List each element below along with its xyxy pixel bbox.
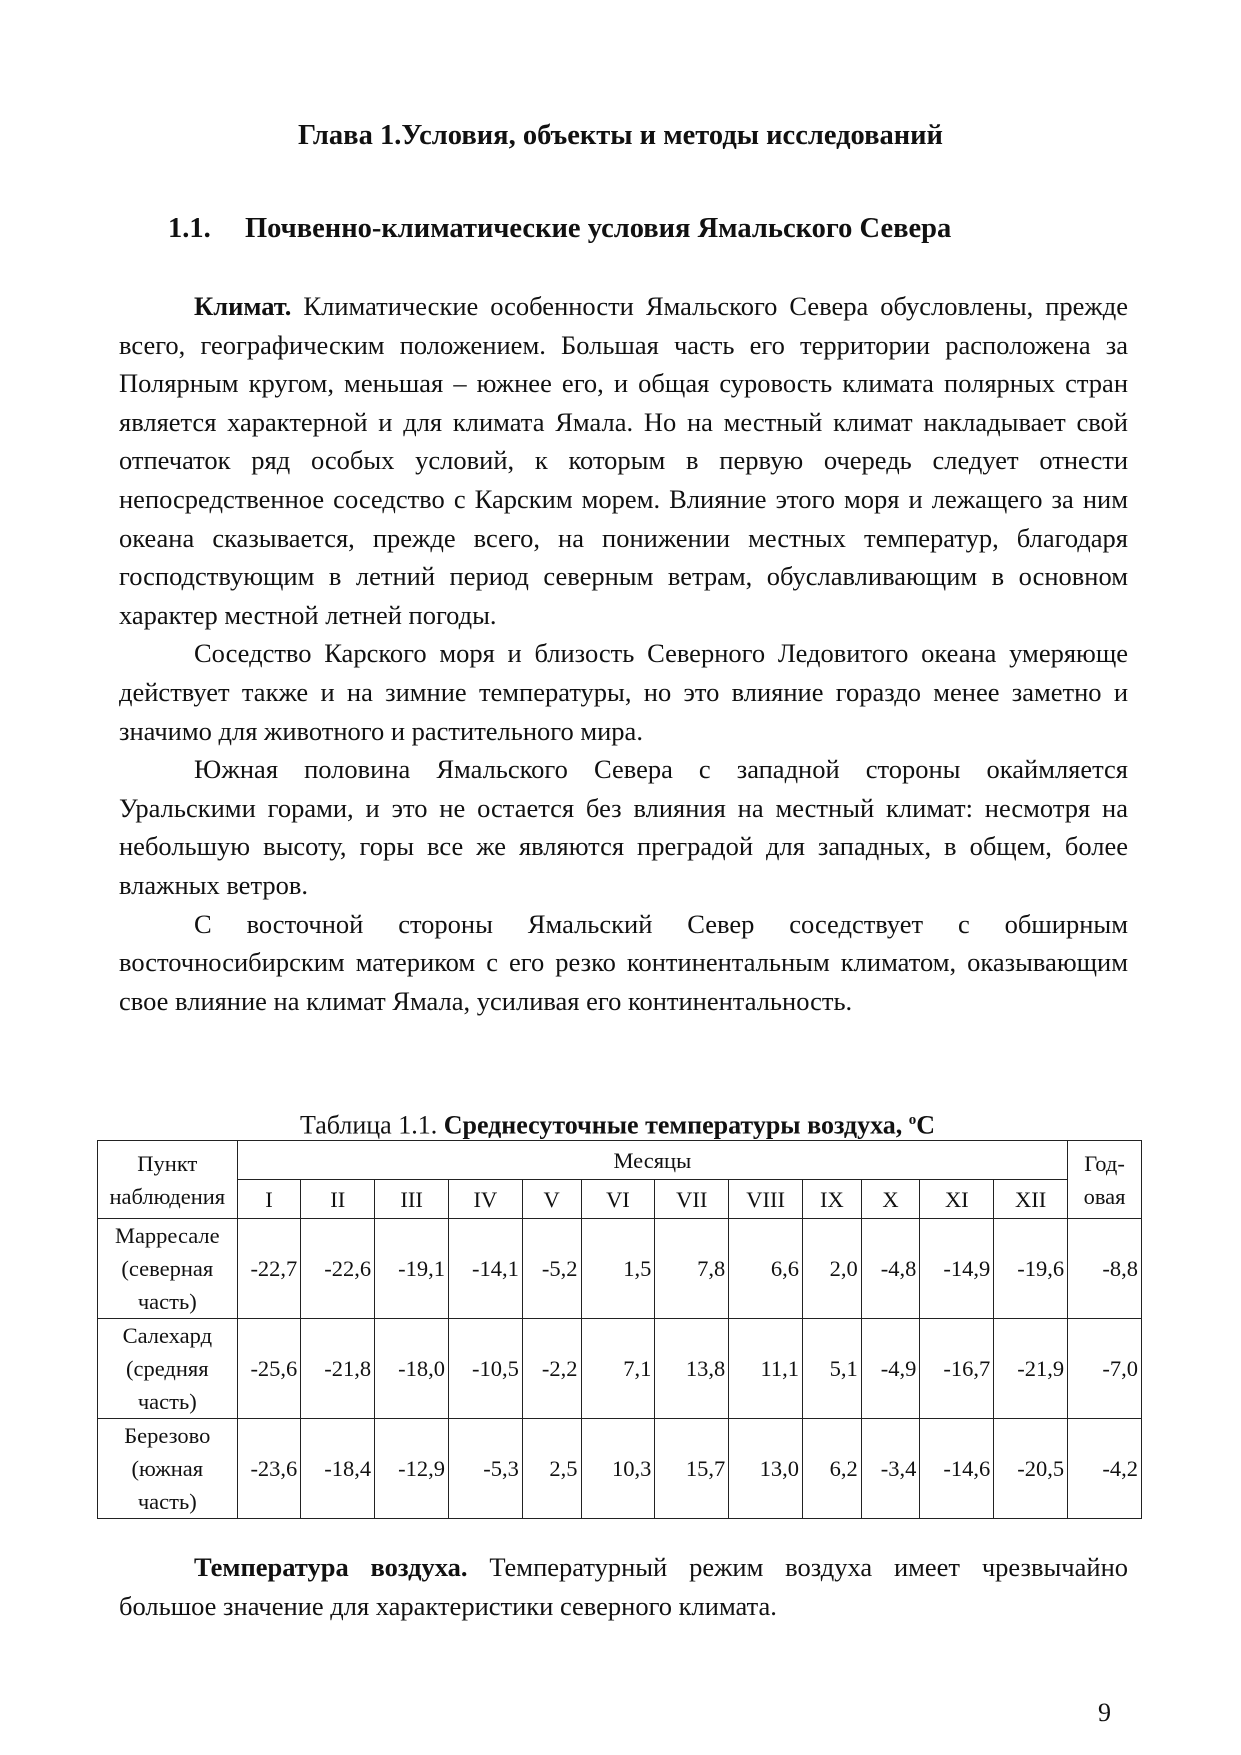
paragraph-text: Климатические особенности Ямальского Севера обусловлены, прежде всего, географическим положением. Большая часть его территории расположена за Полярным кругом, меньшая – южнее его, и общая суровость климата полярных стран является характерной и для климата Ямала. Но на местный климат накладывает свой отпечаток ряд особых условий, к которым в первую очередь следует отнести непосредственное соседство с Карским морем. Влияние этого моря и лежащего за ним океана сказывается, прежде всего, на понижении местных температур, благодаря господствующим в летний период северным ветрам, обуславливающим в основном характер местной летней погоды.: [119, 291, 1128, 630]
header-annual-line: Год-: [1084, 1150, 1125, 1176]
table-row: [98, 1219, 1142, 1319]
table-row: [98, 1419, 1142, 1519]
temperature-cell: 6,6: [729, 1219, 803, 1319]
temperature-cell: -4,8: [861, 1219, 920, 1319]
paragraph-ural: Южная половина Ямальского Севера с западной стороны окаймляется Уральскими горами, и это не остается без влияния на местный климат: несмотря на небольшую высоту, горы все же являются преградой для западных, в общем, более влажных ветров.: [119, 754, 1128, 900]
month-header: XI: [920, 1180, 994, 1219]
site-line: часть): [137, 1489, 197, 1514]
paragraph-east: С восточной стороны Ямальский Север соседствует с обширным восточносибирским материком с его резко континентальным климатом, оказывающим свое влияние на климат Ямала, усиливая его континентальность.: [119, 908, 1128, 1016]
temperature-cell: 13,8: [655, 1319, 729, 1419]
temperature-cell: -16,7: [920, 1319, 994, 1419]
month-header: V: [522, 1180, 581, 1219]
annual-cell: -7,0: [1068, 1319, 1142, 1419]
temperature-cell: -18,0: [375, 1319, 449, 1419]
paragraph-lead: Температура воздуха.: [194, 1552, 468, 1582]
temperature-cell: -25,6: [237, 1319, 301, 1419]
month-header: IV: [449, 1180, 523, 1219]
temperature-cell: 2,0: [803, 1219, 862, 1319]
temperature-cell: -5,3: [449, 1419, 523, 1519]
site-line: (средняя: [125, 1356, 209, 1381]
table-caption: [300, 1102, 935, 1144]
temperature-cell: -22,7: [237, 1219, 301, 1319]
temperature-cell: 6,2: [803, 1419, 862, 1519]
header-months: Месяцы: [237, 1141, 1068, 1180]
temperature-cell: 15,7: [655, 1419, 729, 1519]
temperature-table: [97, 1140, 1142, 1519]
page-number: 9: [1098, 1698, 1111, 1727]
temperature-cell: -21,8: [301, 1319, 375, 1419]
site-cell: [98, 1219, 238, 1319]
temperature-cell: 11,1: [729, 1319, 803, 1419]
site-line: часть): [137, 1389, 197, 1414]
temperature-cell: -23,6: [237, 1419, 301, 1519]
month-header: VIII: [729, 1180, 803, 1219]
site-cell: [98, 1319, 238, 1419]
month-header: IX: [803, 1180, 862, 1219]
temperature-cell: -14,6: [920, 1419, 994, 1519]
temperature-cell: -14,9: [920, 1219, 994, 1319]
temperature-cell: -5,2: [522, 1219, 581, 1319]
site-line: Марресале: [114, 1223, 220, 1248]
month-header: VI: [581, 1180, 655, 1219]
degree-sign: o: [908, 1112, 917, 1128]
site-line: Березово: [124, 1423, 211, 1448]
header-site: [98, 1141, 238, 1219]
temperature-cell: 2,5: [522, 1419, 581, 1519]
paragraph-text: Температурный режим воздуха имеет чрезвычайно большое значение для характеристики северного климата.: [119, 1552, 1128, 1621]
table-months-row: [98, 1180, 1142, 1219]
temperature-cell: -2,2: [522, 1319, 581, 1419]
table-row: [98, 1319, 1142, 1419]
temperature-cell: 7,8: [655, 1219, 729, 1319]
site-line: Салехард: [122, 1323, 213, 1348]
temperature-cell: -12,9: [375, 1419, 449, 1519]
table-header-row: [98, 1141, 1142, 1180]
header-site-line: наблюдения: [109, 1183, 226, 1209]
paragraph-lead: Климат.: [194, 291, 292, 321]
temperature-cell: -19,6: [994, 1219, 1068, 1319]
site-line: (северная: [121, 1256, 214, 1281]
header-annual-line: овая: [1083, 1183, 1126, 1209]
temperature-cell: -18,4: [301, 1419, 375, 1519]
temperature-cell: -19,1: [375, 1219, 449, 1319]
temperature-cell: -22,6: [301, 1219, 375, 1319]
temperature-cell: -3,4: [861, 1419, 920, 1519]
temperature-cell: -10,5: [449, 1319, 523, 1419]
section-title: [168, 211, 951, 247]
section-heading: Почвенно-климатические условия Ямальского Севера: [245, 213, 952, 244]
site-cell: [98, 1419, 238, 1519]
annual-cell: -8,8: [1068, 1219, 1142, 1319]
temperature-cell: 10,3: [581, 1419, 655, 1519]
site-line: (южная: [131, 1456, 204, 1481]
temperature-cell: 1,5: [581, 1219, 655, 1319]
paragraph-air-temperature: [119, 1548, 1128, 1625]
paragraph-climate: [119, 287, 1128, 634]
body-text: [119, 287, 1128, 1020]
month-header: III: [375, 1180, 449, 1219]
section-number: 1.1.: [168, 213, 211, 244]
temperature-cell: -21,9: [994, 1319, 1068, 1419]
chapter-title: Глава 1.Условия, объекты и методы исследований: [298, 120, 943, 151]
temperature-cell: 7,1: [581, 1319, 655, 1419]
site-line: часть): [137, 1289, 197, 1314]
table-caption-title: Среднесуточные температуры воздуха,: [443, 1110, 909, 1140]
paragraph-kara-sea: Соседство Карского моря и близость Северного Ледовитого океана умеряюще действует также и на зимние температуры, но это влияние гораздо менее заметно и значимо для животного и растительного мира.: [119, 638, 1128, 746]
header-site-line: Пункт: [137, 1150, 198, 1176]
temperature-cell: 13,0: [729, 1419, 803, 1519]
temperature-cell: 5,1: [803, 1319, 862, 1419]
annual-cell: -4,2: [1068, 1419, 1142, 1519]
table-caption-prefix: Таблица 1.1.: [300, 1110, 444, 1140]
temperature-cell: -14,1: [449, 1219, 523, 1319]
month-header: VII: [655, 1180, 729, 1219]
temperature-cell: -4,9: [861, 1319, 920, 1419]
month-header: XII: [994, 1180, 1068, 1219]
month-header: X: [861, 1180, 920, 1219]
temperature-cell: -20,5: [994, 1419, 1068, 1519]
month-header: II: [301, 1180, 375, 1219]
table-caption-unit: C: [916, 1110, 936, 1140]
month-header: I: [237, 1180, 301, 1219]
table-body: [98, 1219, 1142, 1519]
after-table-text: [119, 1548, 1128, 1625]
header-annual: [1068, 1141, 1142, 1219]
